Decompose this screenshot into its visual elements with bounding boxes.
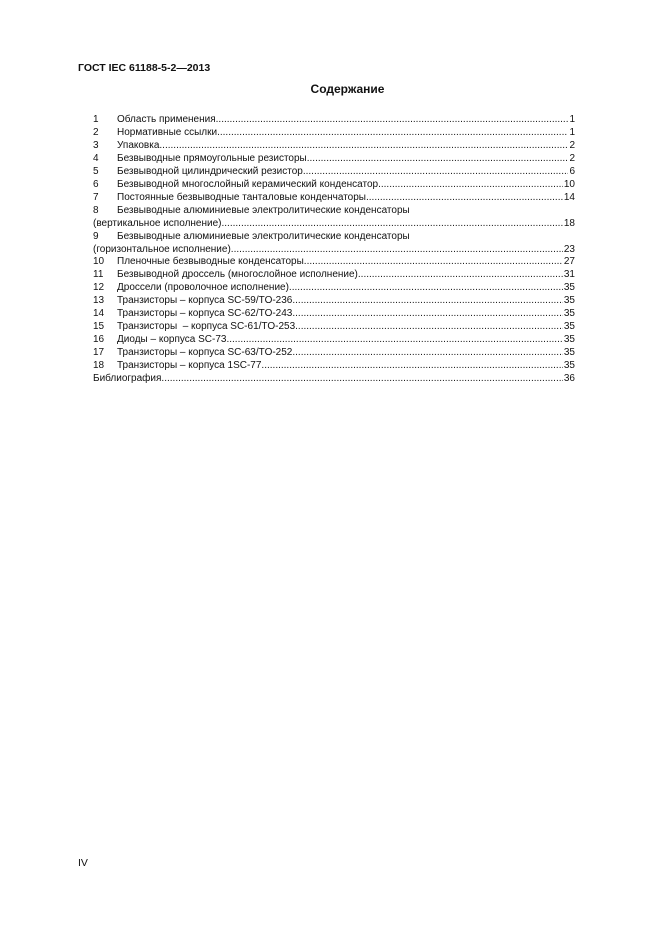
document-header: ГОСТ IEC 61188-5-2—2013 [78, 62, 211, 74]
toc-entry-title: Безвыводные алюминиевые электролитические конденсаторы [117, 230, 410, 242]
toc-entry-number: 1 [93, 114, 99, 125]
toc-leader-dots [366, 192, 563, 205]
toc-entry-page: 6 [569, 165, 575, 177]
toc-entry-number: 9 [93, 230, 99, 242]
toc-entry-number: 6 [93, 178, 99, 190]
toc-entry-title: Упаковка [117, 139, 160, 151]
toc-entry-3[interactable] [93, 140, 575, 153]
toc-leader-dots [222, 218, 563, 231]
table-of-contents [93, 114, 575, 386]
toc-entry-title: Транзисторы – корпуса 1SC-77 [117, 360, 262, 372]
toc-entry-11[interactable] [93, 269, 575, 282]
toc-leader-dots [292, 308, 563, 321]
toc-entry-title: Безвыводной многослойный керамический конденсатор [117, 178, 379, 190]
toc-entry-number: 16 [93, 334, 105, 346]
toc-entry-number: 2 [93, 126, 99, 138]
toc-leader-dots [292, 347, 563, 360]
toc-entry-15[interactable] [93, 321, 575, 334]
toc-entry-page: 35 [563, 347, 575, 359]
toc-entry-page: 1 [569, 114, 575, 125]
toc-entry-page: 31 [563, 269, 575, 281]
toc-entry-4[interactable] [93, 153, 575, 166]
toc-entry-page: 35 [563, 282, 575, 294]
toc-entry-title-continuation: (горизонтальное исполнение) [93, 243, 231, 255]
toc-entry-2[interactable] [93, 127, 575, 140]
toc-title: Содержание [310, 82, 385, 96]
toc-entry-page: 14 [563, 191, 575, 203]
toc-entry-title-continuation: (вертикальное исполнение) [93, 217, 222, 229]
toc-entry-number: 5 [93, 165, 99, 177]
toc-entry-title: Дроссели (проволочное исполнение) [117, 282, 289, 294]
toc-entry-title: Транзисторы – корпуса SC-59/TO-236 [117, 295, 293, 307]
toc-entry-page: 35 [563, 295, 575, 307]
toc-leader-dots [292, 295, 563, 308]
toc-entry-title: Область применения [117, 114, 216, 125]
toc-entry-number: 10 [93, 256, 105, 268]
toc-entry-number: 7 [93, 191, 99, 203]
toc-entry-page: 27 [563, 256, 575, 268]
toc-entry-number: 14 [93, 308, 105, 320]
toc-leader-dots [231, 244, 563, 257]
toc-entry-page: 36 [563, 373, 575, 385]
toc-entry-title: Транзисторы – корпуса SC-63/TO-252 [117, 347, 293, 359]
toc-entry-title: Пленочные безвыводные конденсаторы [117, 256, 304, 268]
toc-leader-dots [303, 166, 569, 179]
toc-entry-10[interactable] [93, 256, 575, 269]
toc-entry-bibliography[interactable] [93, 373, 575, 386]
toc-entry-page: 2 [569, 152, 575, 164]
toc-entry-7[interactable] [93, 192, 575, 205]
toc-entry-6[interactable] [93, 179, 575, 192]
toc-entry-number: 15 [93, 321, 105, 333]
toc-leader-dots [307, 153, 569, 166]
toc-entry-title: Библиография [93, 373, 162, 385]
toc-entry-number: 18 [93, 360, 105, 372]
toc-leader-dots [216, 114, 569, 127]
toc-entry-title: Безвыводной дроссель (многослойное исполнение) [117, 269, 358, 281]
toc-entry-page: 35 [563, 308, 575, 320]
toc-entry-number: 11 [93, 269, 104, 281]
toc-leader-dots [289, 282, 563, 295]
toc-entry-5[interactable] [93, 166, 575, 179]
toc-entry-page: 35 [563, 321, 575, 333]
toc-entry-title: Безвыводной цилиндрический резистор [117, 165, 303, 177]
toc-leader-dots [261, 360, 562, 373]
toc-entry-title: Безвыводные алюминиевые электролитические конденсаторы [117, 204, 410, 216]
toc-leader-dots [295, 321, 563, 334]
toc-leader-dots [161, 373, 562, 386]
page-number: IV [78, 857, 88, 869]
toc-entry-page: 35 [563, 360, 575, 372]
toc-entry-number: 4 [93, 152, 99, 164]
toc-entry-17[interactable] [93, 347, 575, 360]
toc-leader-dots [159, 140, 568, 153]
toc-entry-page: 18 [563, 217, 575, 229]
toc-entry-13[interactable] [93, 295, 575, 308]
toc-entry-title: Транзисторы – корпуса SC-62/TO-243 [117, 308, 293, 320]
toc-entry-title: Постоянные безвыводные танталовые конденчаторы [117, 191, 366, 203]
toc-leader-dots [217, 127, 568, 140]
toc-leader-dots [226, 334, 562, 347]
toc-entry-8-line1[interactable] [93, 205, 575, 218]
toc-entry-page: 10 [563, 178, 575, 190]
toc-leader-dots [358, 269, 563, 282]
toc-entry-page: 2 [569, 139, 575, 151]
toc-entry-page: 35 [563, 334, 575, 346]
toc-entry-16[interactable] [93, 334, 575, 347]
toc-entry-1[interactable] [93, 114, 575, 127]
toc-leader-dots [304, 256, 563, 269]
toc-entry-14[interactable] [93, 308, 575, 321]
toc-entry-number: 17 [93, 347, 105, 359]
toc-entry-number: 8 [93, 204, 99, 216]
toc-entry-title: Нормативные ссылки [117, 126, 218, 138]
toc-entry-12[interactable] [93, 282, 575, 295]
toc-entry-number: 13 [93, 295, 105, 307]
toc-entry-8-line2[interactable] [93, 218, 575, 231]
toc-entry-page: 1 [569, 126, 575, 138]
toc-entry-9-line2[interactable] [93, 244, 575, 257]
toc-entry-page: 23 [563, 243, 575, 255]
toc-entry-number: 3 [93, 139, 99, 151]
toc-entry-18[interactable] [93, 360, 575, 373]
toc-leader-dots [378, 179, 563, 192]
toc-entry-number: 12 [93, 282, 105, 294]
toc-entry-9-line1[interactable] [93, 231, 575, 244]
toc-entry-title: Диоды – корпуса SC-73 [117, 334, 227, 346]
toc-entry-title: Безвыводные прямоугольные резисторы [117, 152, 307, 164]
toc-entry-title: Транзисторы – корпуса SC-61/TO-253 [117, 321, 296, 333]
